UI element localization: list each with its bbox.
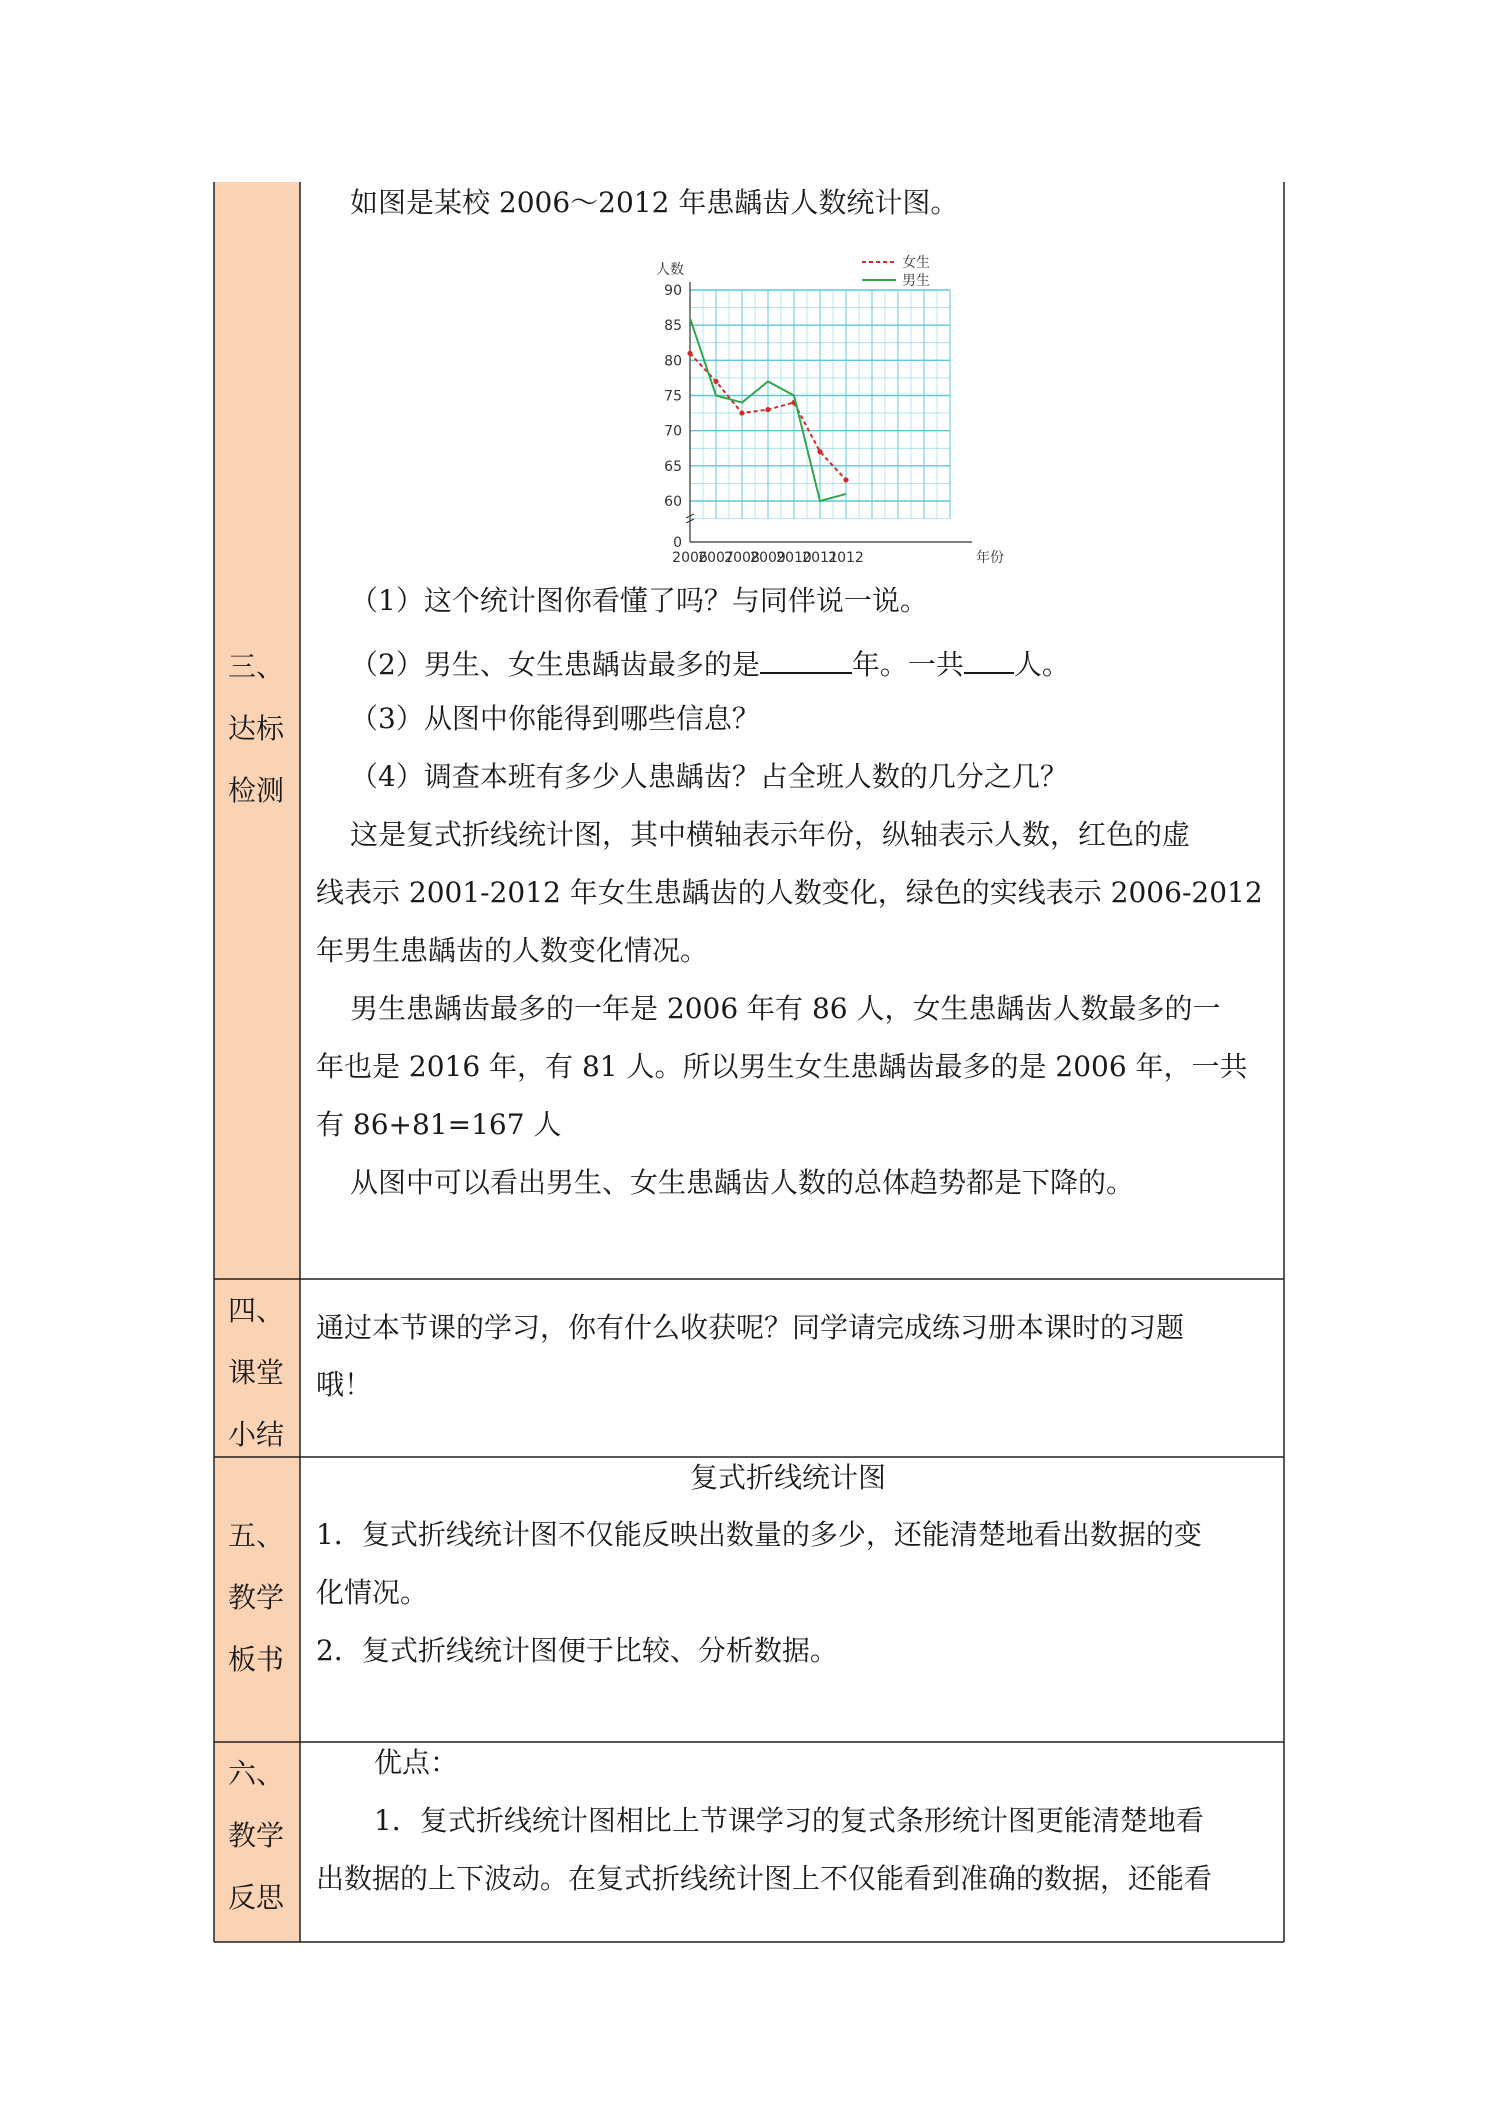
s3-answer-line: 有 86+81=167 人 xyxy=(316,1108,562,1141)
label-line: 教学 xyxy=(228,1819,285,1852)
y-tick-label: 75 xyxy=(664,388,682,405)
x-tick-label: 2006 xyxy=(672,550,708,566)
s5-line: 1．复式折线统计图不仅能反映出数量的多少，还能清楚地看出数据的变 xyxy=(316,1518,1202,1551)
y-tick-label: 70 xyxy=(664,423,682,440)
x-tick-label: 2010 xyxy=(776,550,812,566)
y-tick-label: 80 xyxy=(664,353,682,370)
y-tick-label: 90 xyxy=(664,283,682,299)
label-line: 六、 xyxy=(228,1757,285,1790)
s6-line: 优点： xyxy=(374,1746,459,1779)
label-line: 三、 xyxy=(228,650,285,683)
data-point-女生 xyxy=(713,379,718,384)
s3-answer-line: 从图中可以看出男生、女生患龋齿人数的总体趋势都是下降的。 xyxy=(350,1166,1135,1199)
label-line: 小结 xyxy=(228,1418,285,1451)
data-point-女生 xyxy=(843,477,848,482)
s3-question-4: （4）调查本班有多少人患龋齿？占全班人数的几分之几？ xyxy=(350,760,1068,793)
s6-line: 出数据的上下波动。在复式折线统计图上不仅能看到准确的数据，还能看 xyxy=(316,1862,1213,1895)
s5-title: 复式折线统计图 xyxy=(690,1461,887,1494)
label-line: 检测 xyxy=(228,774,285,807)
answer-blank-year[interactable] xyxy=(760,644,852,674)
section-label-s5 xyxy=(228,1505,292,1691)
data-point-女生 xyxy=(687,351,692,356)
s4-line: 通过本节课的学习，你有什么收获呢？同学请完成练习册本课时的习题 xyxy=(316,1311,1185,1344)
label-line: 板书 xyxy=(228,1643,285,1676)
label-line: 达标 xyxy=(228,712,285,745)
x-tick-label: 2011 xyxy=(802,550,838,566)
s3-answer-line: 年也是 2016 年，有 81 人。所以男生女生患龋齿最多的是 2006 年，一共 xyxy=(316,1050,1248,1083)
x-tick-label: 2012 xyxy=(828,550,864,566)
question-text: 人。 xyxy=(1013,648,1070,681)
s3-answer-line: 年男生患龋齿的人数变化情况。 xyxy=(316,934,709,967)
s5-line: 化情况。 xyxy=(316,1576,429,1609)
label-line: 课堂 xyxy=(228,1356,285,1389)
label-line: 反思 xyxy=(228,1881,285,1914)
s6-line: 1．复式折线统计图相比上节课学习的复式条形统计图更能清楚地看 xyxy=(374,1804,1204,1837)
y-tick-label: 85 xyxy=(664,318,682,335)
x-tick-label: 2009 xyxy=(750,550,786,566)
y-tick-label: 0 xyxy=(673,535,682,551)
legend-label: 男生 xyxy=(902,273,930,289)
question-text: （2）男生、女生患龋齿最多的是 xyxy=(350,648,760,681)
line-chart xyxy=(600,250,1020,570)
x-tick-label: 2007 xyxy=(698,550,734,566)
s3-question-3: （3）从图中你能得到哪些信息？ xyxy=(350,702,760,735)
s4-line: 哦！ xyxy=(316,1368,373,1401)
x-tick-label: 2008 xyxy=(724,550,760,566)
s3-question-2 xyxy=(350,644,1070,682)
question-text: 年。一共 xyxy=(851,648,964,681)
label-line: 五、 xyxy=(228,1519,285,1552)
s3-question-1: （1）这个统计图你看懂了吗？与同伴说一说。 xyxy=(350,584,928,617)
y-axis-label: 人数 xyxy=(656,262,684,278)
s3-answer-line: 男生患龋齿最多的一年是 2006 年有 86 人，女生患龋齿人数最多的一 xyxy=(350,992,1221,1025)
legend-label: 女生 xyxy=(902,255,930,271)
x-axis-label: 年份 xyxy=(976,550,1004,566)
s3-intro: 如图是某校 2006～2012 年患龋齿人数统计图。 xyxy=(350,186,959,219)
section-label-s3 xyxy=(228,636,292,822)
y-tick-label: 65 xyxy=(664,458,682,475)
data-point-女生 xyxy=(817,449,822,454)
data-point-女生 xyxy=(739,410,744,415)
s5-line: 2．复式折线统计图便于比较、分析数据。 xyxy=(316,1634,838,1667)
label-line: 教学 xyxy=(228,1581,285,1614)
label-line: 四、 xyxy=(228,1294,285,1327)
s3-answer-line: 线表示 2001-2012 年女生患龋齿的人数变化，绿色的实线表示 2006-2012 xyxy=(316,876,1263,909)
y-tick-label: 60 xyxy=(664,494,682,510)
section-label-s6 xyxy=(228,1743,292,1929)
s3-answer-line: 这是复式折线统计图，其中横轴表示年份，纵轴表示人数，红色的虚 xyxy=(350,818,1191,851)
data-point-女生 xyxy=(765,407,770,412)
section-label-s4 xyxy=(228,1280,292,1466)
answer-blank-count[interactable] xyxy=(964,644,1014,674)
